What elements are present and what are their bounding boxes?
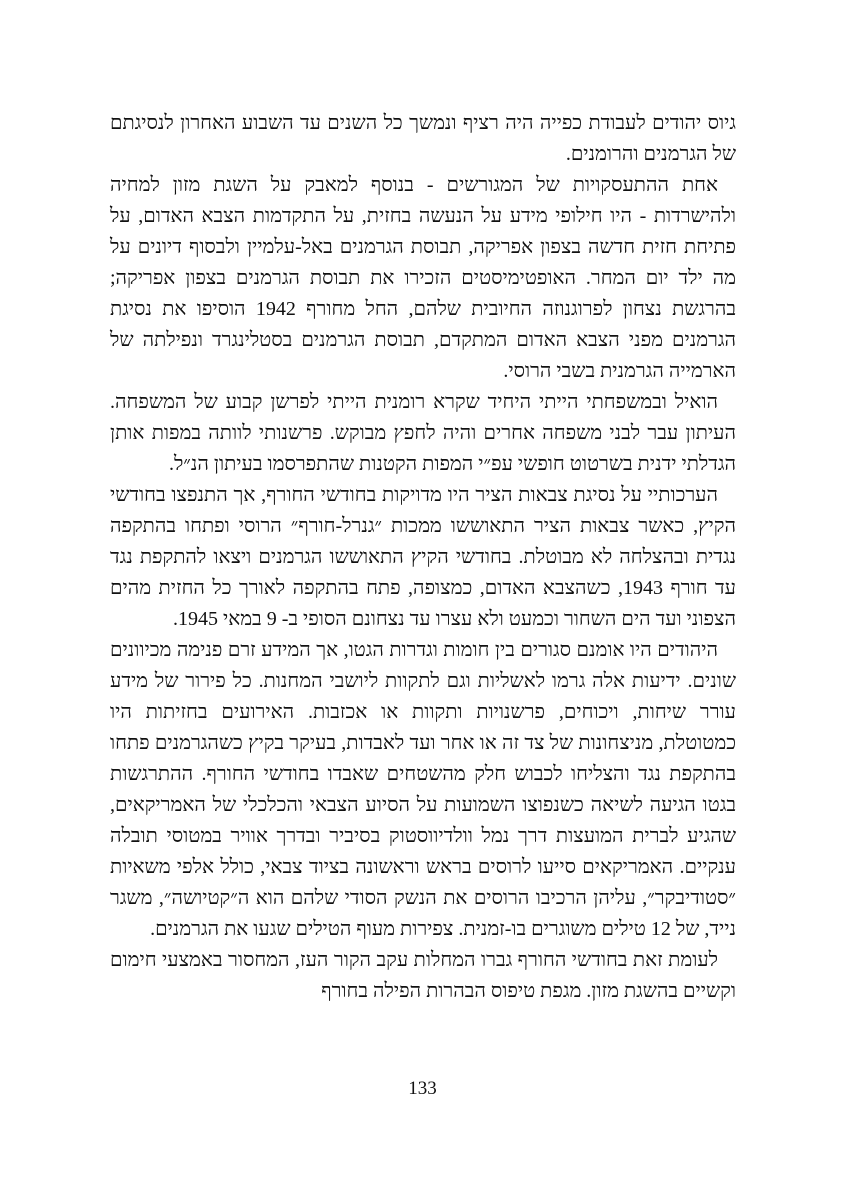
paragraph-5: היהודים היו אומנם סגורים בין חומות וגדרות הגטו, אך המידע זרם פנימה מכיוונים שונים. ידיעות אלה גרמו לאשליות וגם לתקוות ליושבי המחנות. כל פירור של מידע עורר שיחות, ויכוחים, פרשנויות ותקוות או אכזבות. האירועים בחזיתות היו כמטוטלת, מניצחונות של צד זה או אחר ועד לאבדות, בעיקר בקיץ כשהגרמנים פתחו בהתקפת נגד והצליחו לכבוש חלק מהשטחים שאבדו בחודשי החורף. ההתרגשות בגטו הגיעה לשיאה כשנפוצו השמועות על הסיוע הצבאי והכלכלי של האמריקאים, שהגיע לברית המועצות דרך נמל וולדיווסטוק בסיביר ובדרך אוויר במטוסי תובלה ענקיים. האמריקאים סייעו לרוסים בראש וראשונה בציוד צבאי, כולל אלפי משאיות ״סטודיבקר״, עליהן הרכיבו הרוסים את הנשק הסודי שלהם הוא ה״קטיושה״, משגר נייד, של 12 טילים משוגרים בו-זמנית. צפירות מעוף הטילים שגעו את הגרמנים. xyxy=(110,639,736,940)
paragraph-6: לעומת זאת בחודשי החורף גברו המחלות עקב הקור העז, המחסור באמצעי חימום וקשיים בהשגת מזון. מגפת טיפוס הבהרות הפילה בחורף xyxy=(110,949,736,1002)
page-number: 133 xyxy=(408,1078,437,1099)
document-body xyxy=(110,108,736,1007)
paragraph-3: הואיל ובמשפחתי הייתי היחיד שקרא רומנית הייתי לפרשן קבוע של המשפחה. העיתון עבר לבני משפחה אחרים והיה לחפץ מבוקש. פרשנותי לוותה במפות אותן הגדלתי ידנית בשרטוט חופשי עפ״י המפות הקטנות שהתפרסמו בעיתון הנ״ל. xyxy=(110,391,736,475)
paragraph-2: אחת ההתעסקויות של המגורשים - בנוסף למאבק על השגת מזון למחיה ולהישרדות - היו חילופי מידע על הנעשה בחזית, על התקדמות הצבא האדום, על פתיחת חזית חדשה בצפון אפריקה, תבוסת הגרמנים באל-עלמיין ולבסוף דיונים על מה ילד יום המחר. האופטימיסטים הזכירו את תבוסת הגרמנים בצפון אפריקה; בהרגשת נצחון לפרוגנוזה החיובית שלהם, החל מחורף 1942 הוסיפו את נסיגת הגרמנים מפני הצבא האדום המתקדם, תבוסת הגרמנים בסטלינגרד ונפילתה של הארמייה הגרמנית בשבי הרוסי. xyxy=(110,174,736,382)
paragraph-4: הערכותיי על נסיגת צבאות הציר היו מדויקות בחודשי החורף, אך התנפצו בחודשי הקיץ, כאשר צבאות הציר התאוששו ממכות ״גנרל-חורף״ הרוסי ופתחו בהתקפה נגדית ובהצלחה לא מבוטלת. בחודשי הקיץ התאוששו הגרמנים ויצאו להתקפת נגד עד חורף 1943, כשהצבא האדום, כמצופה, פתח בהתקפה לאורך כל החזית מהים הצפוני ועד הים השחור וכמעט ולא עצרו עד נצחונם הסופי ב- 9 במאי 1945. xyxy=(110,484,736,630)
paragraph-1: גיוס יהודים לעבודת כפייה היה רציף ונמשך כל השנים עד השבוע האחרון לנסיגתם של הגרמנים והרומנים. xyxy=(110,112,736,165)
